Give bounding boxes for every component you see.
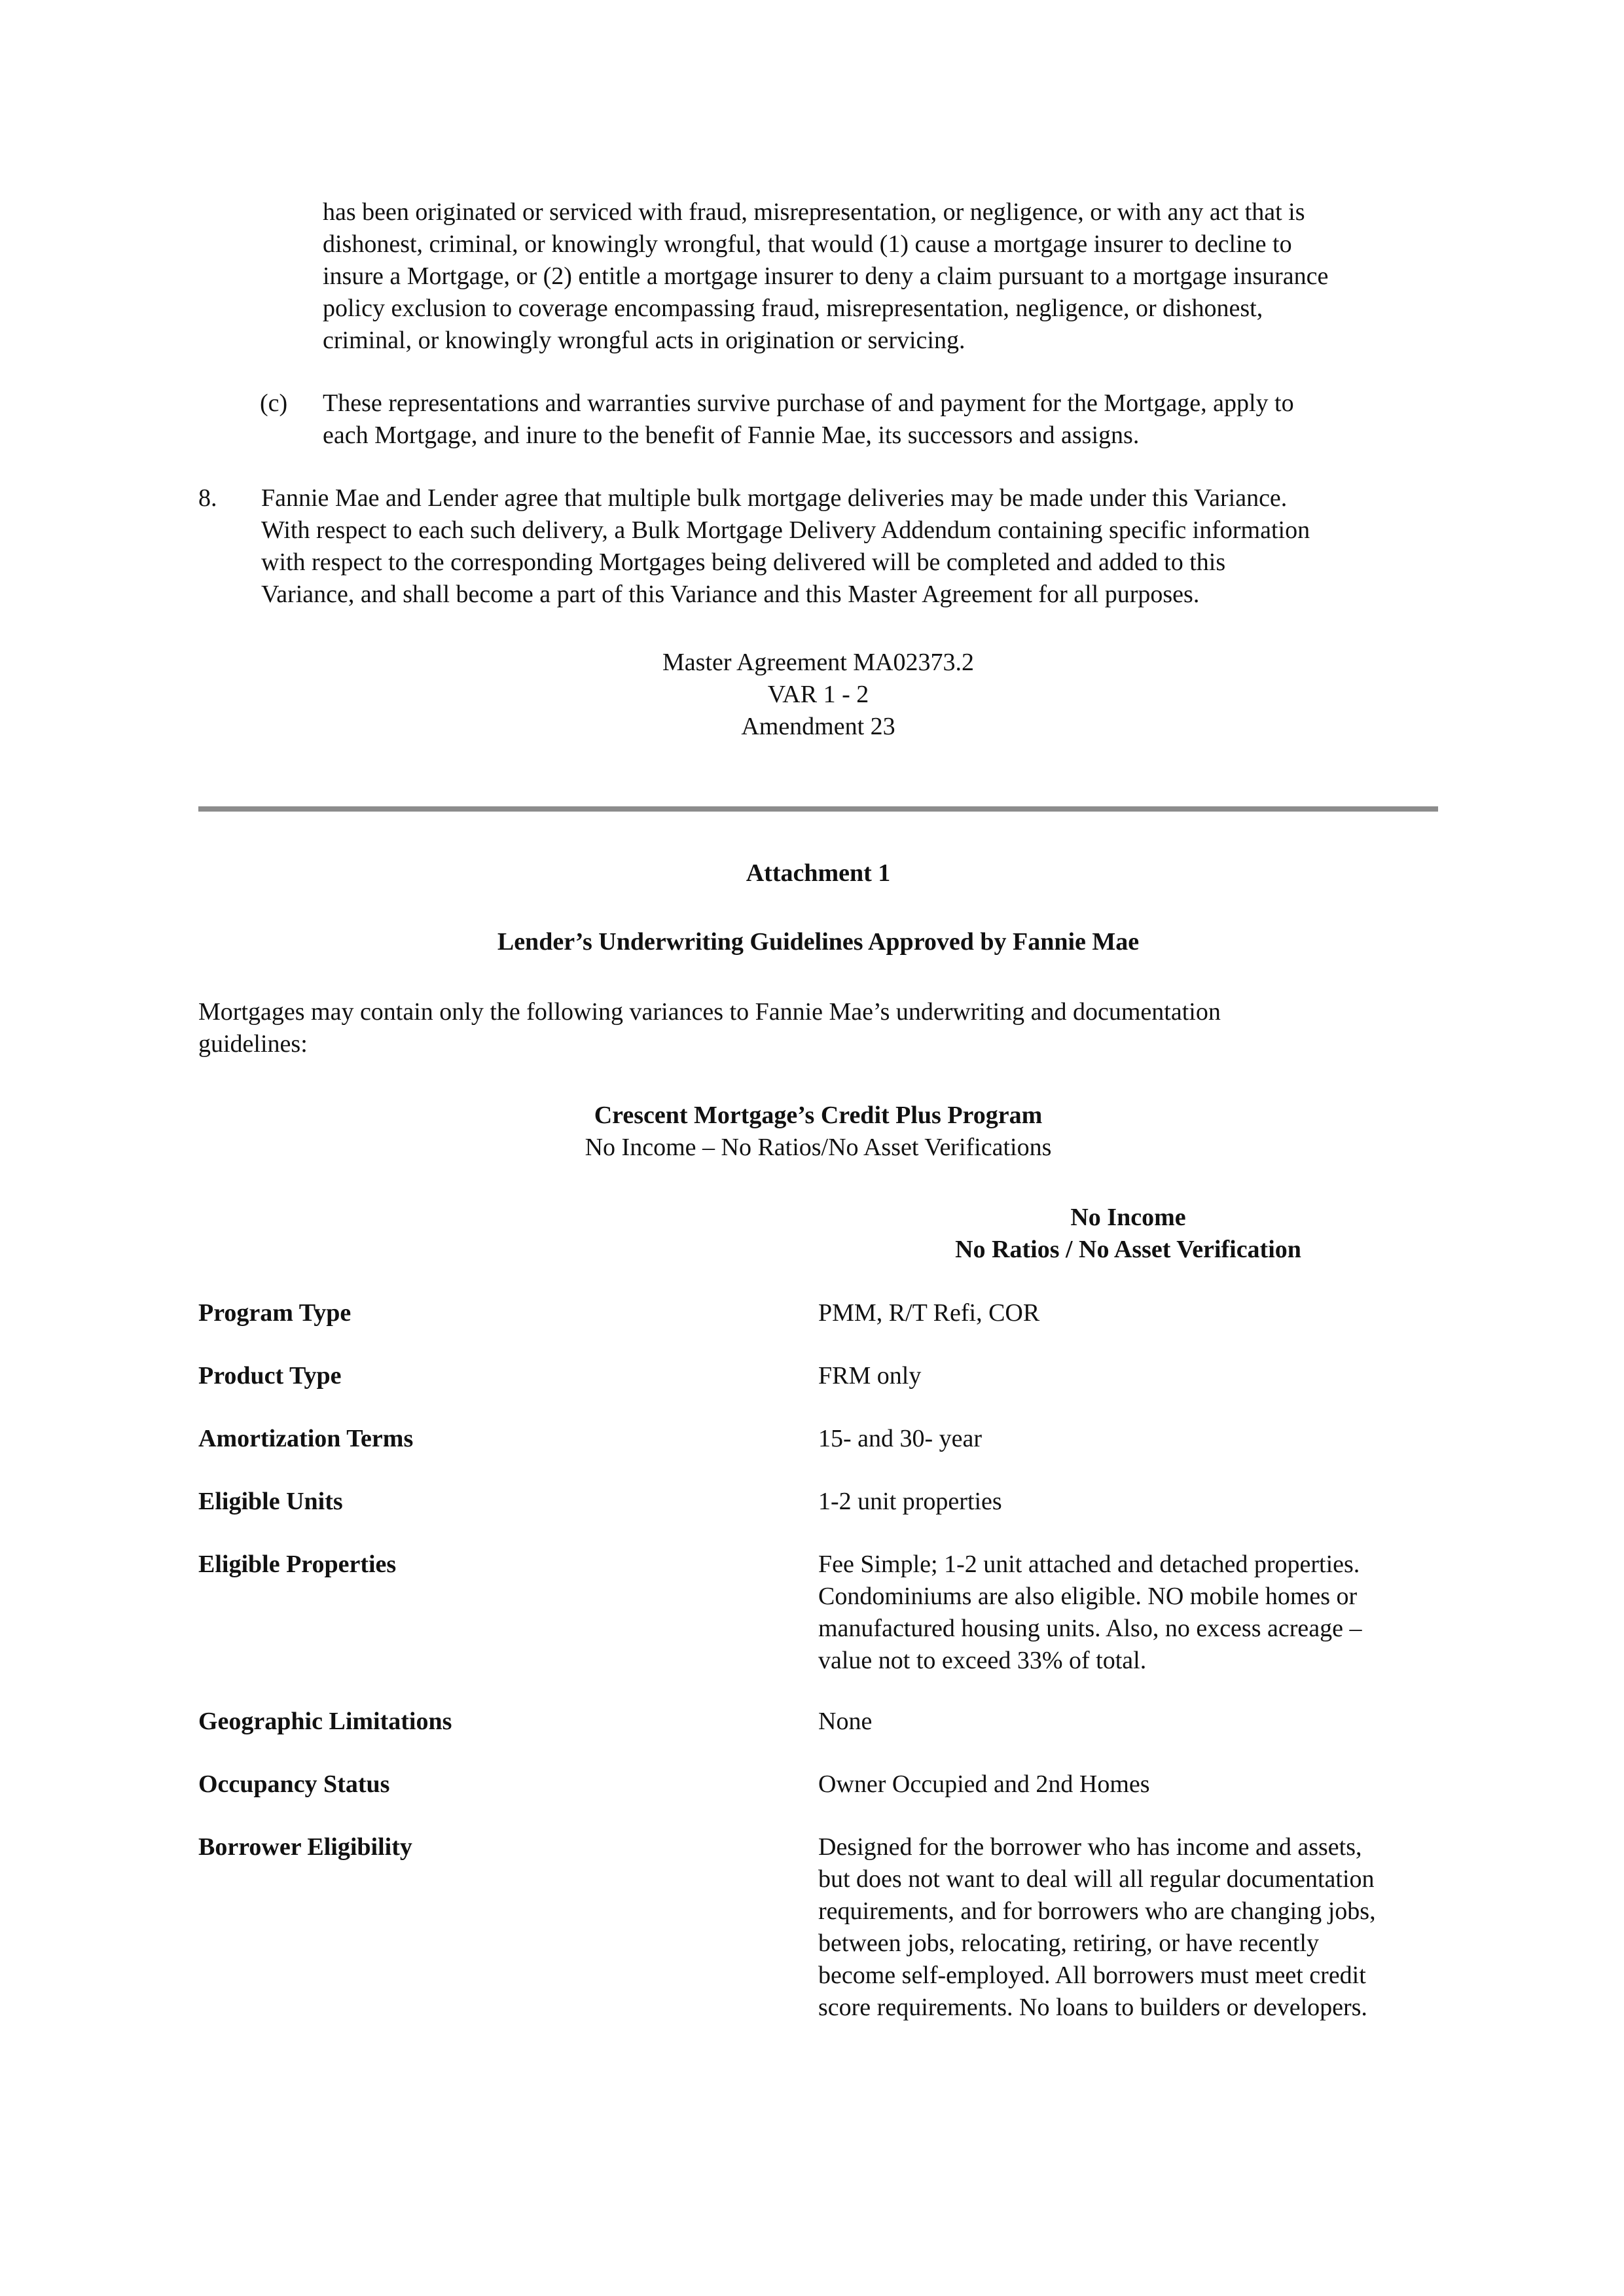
value-line: Fee Simple; 1-2 unit attached and detached properties. [818, 1551, 1360, 1578]
continuation-line: dishonest, criminal, or knowingly wrongful, that would (1) cause a mortgage insurer to decline to [323, 230, 1292, 258]
text-line: guidelines: [198, 1030, 308, 1058]
continuation-line: insure a Mortgage, or (2) entitle a mortgage insurer to deny a claim pursuant to a mortgage insurance [323, 262, 1329, 290]
program-subtitle: No Income – No Ratios/No Asset Verifications [585, 1134, 1052, 1161]
row-label-eligible-units: Eligible Units [198, 1488, 343, 1515]
value-line: FRM only [818, 1362, 922, 1390]
row-value-geographic-limitations [818, 1706, 1447, 1738]
list-item-text [323, 387, 1449, 452]
value-line: score requirements. No loans to builders or developers. [818, 1994, 1367, 2021]
value-line: between jobs, relocating, retiring, or have recently [818, 1929, 1319, 1957]
value-line: Designed for the borrower who has income and assets, [818, 1833, 1362, 1861]
row-value-eligible-properties [818, 1549, 1447, 1677]
value-line: but does not want to deal will all regular documentation [818, 1865, 1375, 1893]
value-line: None [818, 1708, 873, 1735]
variance-page-number: VAR 1 - 2 [767, 681, 869, 708]
text-line: Fannie Mae and Lender agree that multiple bulk mortgage deliveries may be made under this Variance. [261, 484, 1288, 512]
continuation-line: criminal, or knowingly wrongful acts in origination or servicing. [323, 327, 965, 354]
row-value-amortization-terms [818, 1423, 1447, 1455]
list-marker: 8. [198, 484, 217, 512]
program-heading [198, 1100, 1438, 1164]
attachment-subtitle: Lender’s Underwriting Guidelines Approved by Fannie Mae [497, 928, 1140, 956]
text-line: with respect to the corresponding Mortgages being delivered will be completed and added to this [261, 548, 1226, 576]
row-value-product-type [818, 1360, 1447, 1392]
value-line: value not to exceed 33% of total. [818, 1647, 1147, 1674]
amendment-number: Amendment 23 [741, 713, 895, 740]
text-line: Mortgages may contain only the following variances to Fannie Mae’s underwriting and documentation [198, 998, 1221, 1026]
row-value-occupancy-status [818, 1768, 1447, 1801]
row-label-eligible-properties: Eligible Properties [198, 1551, 397, 1578]
text-line: These representations and warranties survive purchase of and payment for the Mortgage, apply to [323, 389, 1294, 417]
page-footer-reference [198, 647, 1438, 743]
column-header-line: No Ratios / No Asset Verification [955, 1236, 1301, 1263]
intro-paragraph [198, 996, 1409, 1060]
row-label-product-type: Product Type [198, 1362, 342, 1390]
row-value-eligible-units [818, 1486, 1447, 1518]
value-line: Owner Occupied and 2nd Homes [818, 1770, 1150, 1798]
row-value-borrower-eligibility [818, 1831, 1447, 2024]
list-item-c [260, 387, 1449, 452]
text-line: each Mortgage, and inure to the benefit of Fannie Mae, its successors and assigns. [323, 422, 1140, 449]
value-line: Condominiums are also eligible. NO mobile homes or [818, 1583, 1358, 1610]
text-line: With respect to each such delivery, a Bulk Mortgage Delivery Addendum containing specific information [261, 516, 1310, 544]
row-label-borrower-eligibility: Borrower Eligibility [198, 1833, 412, 1861]
column-header-line: No Income [1070, 1204, 1186, 1231]
list-item-8 [198, 482, 1449, 611]
row-label-geographic-limitations: Geographic Limitations [198, 1708, 452, 1735]
value-line: become self-employed. All borrowers must meet credit [818, 1962, 1366, 1989]
value-line: PMM, R/T Refi, COR [818, 1299, 1040, 1327]
agreement-number: Master Agreement MA02373.2 [662, 649, 974, 676]
row-label-occupancy-status: Occupancy Status [198, 1770, 390, 1798]
row-label-amortization-terms: Amortization Terms [198, 1425, 414, 1452]
text-line: Variance, and shall become a part of this Variance and this Master Agreement for all purposes. [261, 581, 1200, 608]
row-value-program-type [818, 1297, 1447, 1329]
continuation-line: policy exclusion to coverage encompassing fraud, misrepresentation, negligence, or dishonest, [323, 295, 1263, 322]
attachment-title: Attachment 1 [746, 859, 891, 887]
page-divider [198, 806, 1438, 812]
program-name: Crescent Mortgage’s Credit Plus Program [594, 1102, 1043, 1129]
continuation-paragraph [323, 196, 1449, 357]
value-line: manufactured housing units. Also, no excess acreage – [818, 1615, 1362, 1642]
value-line: requirements, and for borrowers who are changing jobs, [818, 1897, 1376, 1925]
continuation-line: has been originated or serviced with fraud, misrepresentation, or negligence, or with any act that is [323, 198, 1305, 226]
value-line: 15- and 30- year [818, 1425, 983, 1452]
list-item-text [261, 482, 1449, 611]
list-marker: (c) [260, 389, 288, 417]
value-line: 1-2 unit properties [818, 1488, 1002, 1515]
column-header [818, 1202, 1438, 1266]
row-label-program-type: Program Type [198, 1299, 352, 1327]
